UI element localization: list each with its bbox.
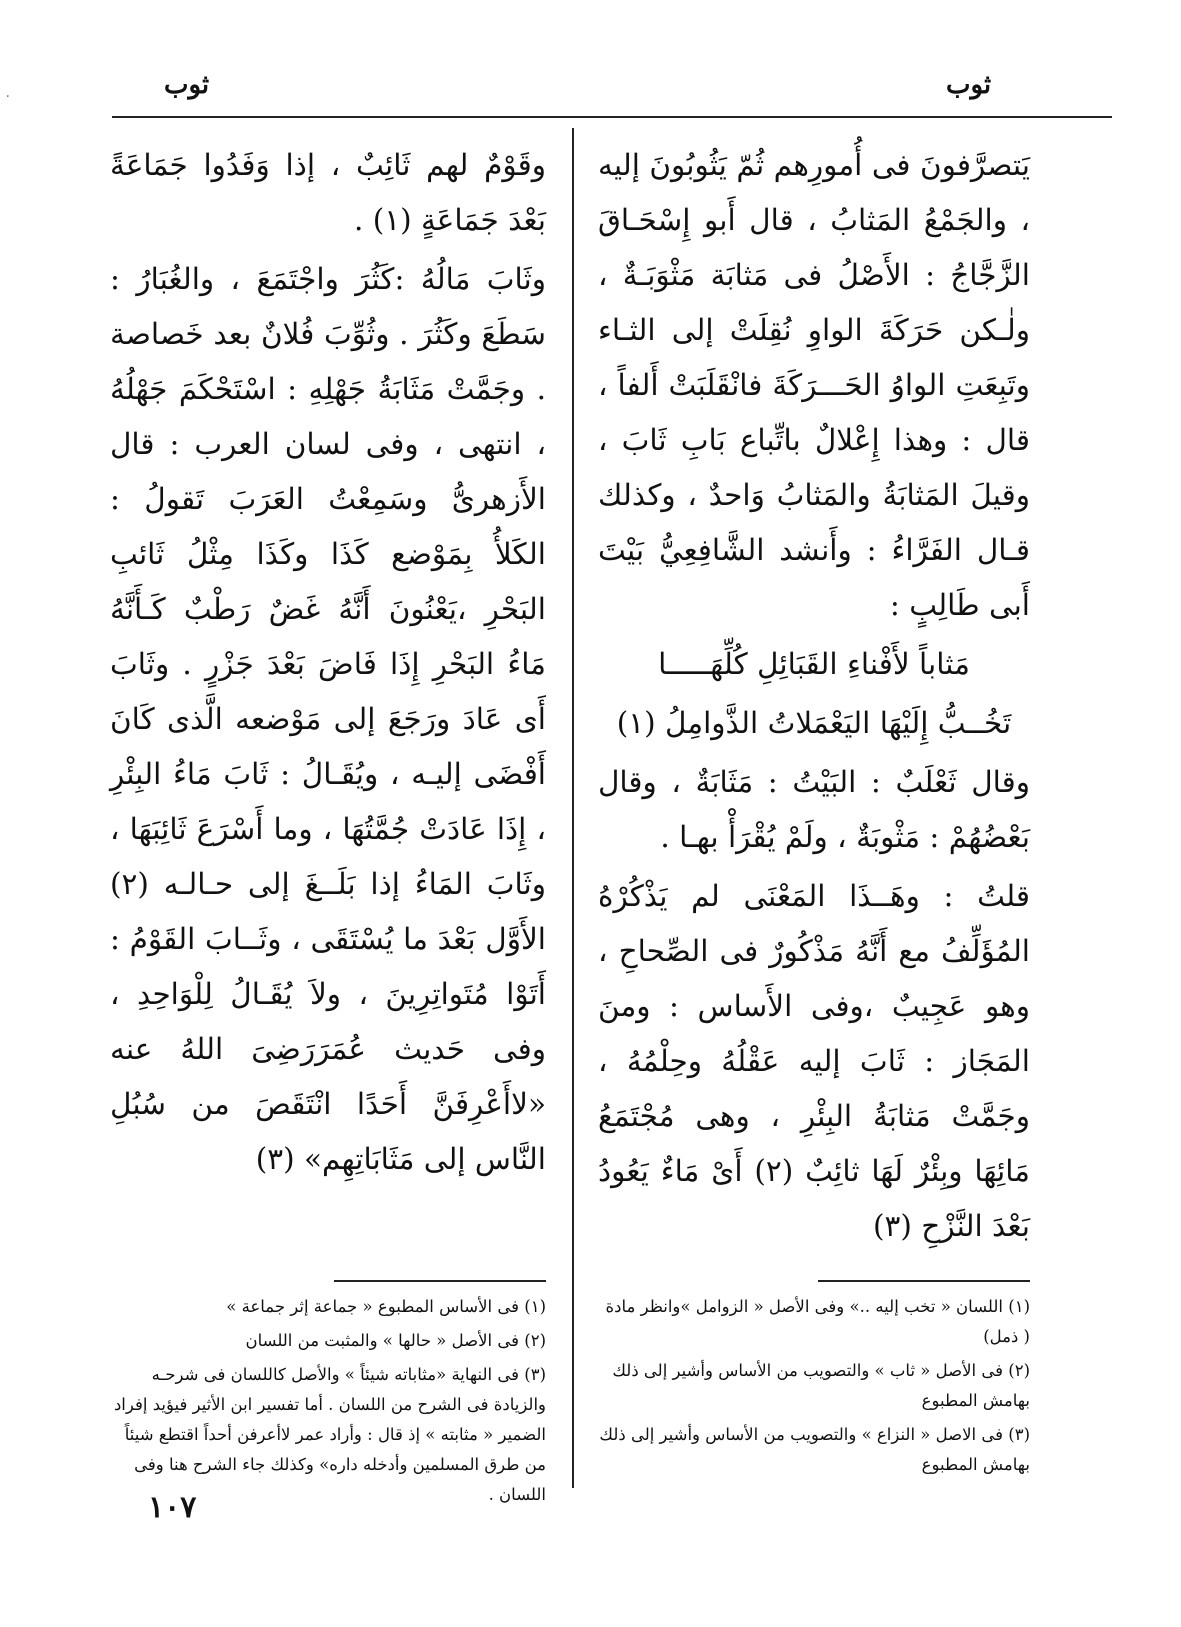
footnote-rule-left [334,1280,546,1282]
footnote-left-3: (٣) فى النهاية «مثاباته شيئاً » والأصل كاللسان فى شرحـه والزيادة فى الشرح من اللسان . أما تفسير ابن الأثير فيؤيد إفراد الضمير « مثابته » إذ قال : وأراد عمر لاأعرفن أحداً اقتطع شيئاً من طرق المسلمين وأدخله داره» وكذلك جاء الشرح هنا وفى اللسان . [113,1365,546,1504]
corner-mark: ٠ [4,88,12,104]
running-head-right: ثوب [946,70,992,100]
verse-line-2: تَخُــبُّ إِلَيْهَا اليَعْمَلاتُ الذَّوامِلُ (١) [616,706,1012,740]
footnote-right-3: (٣) فى الاصل « النزاع » والتصويب من الأساس وأشير إلى ذلك بهامش المطبوع [599,1425,1030,1474]
right-column [598,138,1030,1258]
header-rule [112,116,1112,118]
footnote-right-2: (٢) فى الأصل « ثاب » والتصويب من الأساس وأشير إلى ذلك بهامش المطبوع [612,1361,1030,1410]
left-paragraph-2: وثَابَ مَالُهُ :كَثُرَ واجْتَمَعَ ، والغُبَارُ : سَطَعَ وكَثُرَ . وثُوِّبَ فُلانٌ بعد خَصاصة . وجَمَّتْ مَثَابَةُ جَهْلِهِ : اسْتَحْكَمَ جَهْلُهُ ، انتهى ، وفى لسان العرب : قال الأَزهرىُّ وسَمِعْتُ العَرَبَ تَقولُ : الكَلأُ بِمَوْضع كَذَا وكَذَا مِثْلُ ثَائبِ البَحْرِ ،يَعْنُونَ أَنَّهُ غَضٌ رَطْبٌ كَـأَنَّهُ مَاءُ البَحْرِ إِذَا فَاضَ بَعْدَ جَزْرٍ . وثَابَ أَى عَادَ ورَجَعَ إلى مَوْضعه الَّذى كَانَ أَفْضَى إليـه ، ويُقَـالُ : ثَابَ مَاءُ البِئْرِ ، إِذَا عَادَتْ جُمَّتُهَا ، وما أَسْرَعَ ثَائِبَهَا ، وثَابَ المَاءُ إذا بَلَــغَ إلى حـالـه (٢) الأَوَّل بَعْدَ ما يُسْتَقَى ، وثَــابَ القَوْمُ : أَتَوْا مُتَواتِرِينَ ، ولاَ يُقَـالُ لِلْوَاحِدِ ، وفى حَديث عُمَرَرَضِىَ اللهُ عنه «لاأَعْرِفَنَّ أَحَدًا انْتَقَصَ من سُبُلِ النَّاس إلى مَثَابَاتِهِم» (٣) [110,262,546,1176]
verse-line-1: مَثاباً لأَفْناءِ القَبَائِلِ كُلِّهَـــــا [658,647,970,681]
page-number: ١٠٧ [148,1490,197,1525]
column-divider [572,128,574,1488]
footnotes-right [598,1292,1030,1484]
running-head-left: ثوب [164,70,210,100]
left-paragraph-1: وقَوْمٌ لهم ثَائِبٌ ، إذا وَفَدُوا جَمَاعَةً بَعْدَ جَمَاعَةٍ (١) . [110,148,546,237]
footnote-left-2: (٢) فى الأصل « حالها » والمثبت من اللسان [245,1331,546,1350]
left-column [110,138,546,1191]
right-paragraph-3: قلتُ : وهَــذَا المَعْنَى لم يَذْكُرْهُ المُؤَلِّفُ مع أَنَّهُ مَذْكُورٌ فى الصِّحاحِ ، وهو عَجِيبٌ ،وفى الأَساس : ومنَ المَجَاز : ثَابَ إليه عَقْلُهُ وحِلْمُهُ ، وجَمَّتْ مَثابَةُ البِئْرِ ، وهى مُجْتَمَعُ مَائِهَا وبِئْرٌ لَهَا ثائِبٌ (٢) أَىْ مَاءٌ يَعُودُ بَعْدَ النَّزْحِ (٣) [598,879,1030,1243]
footnote-right-1: (١) اللسان « تخب إليه ..» وفى الأصل « الزوامل »وانظر مادة ( ذمل) [605,1297,1030,1346]
right-paragraph-1: يَتصرَّفونَ فى أُمورِهم ثُمّ يَثُوبُونَ إليه ، والجَمْعُ المَثابُ ، قال أَبو إِسْحَـاقَ الزَّجَّاجُ : الأَصْلُ فى مَثابَة مَثْوَبَـةٌ ، ولٰـكن حَرَكَةَ الواوِ نُقِلَتْ إلى الثـاء وتَبِعَتِ الواوُ الحَـــرَكَةَ فانْقَلَبَتْ أَلفاً ، قال : وهذا إِعْلالٌ باتِّباع بَابِ ثَابَ ، وقيلَ المَثابَةُ والمَثابُ وَاحدٌ ، وكذلك قـال الفَرَّاءُ : وأَنشد الشَّافِعِيُّ بَيْتَ أَبى طَالِبٍ : [598,148,1030,622]
right-paragraph-2: وقال ثَعْلَبٌ : البَيْتُ : مَثَابَةٌ ، وقال بَعْضُهُمْ : مَثْوبَةٌ ، ولَمْ يُقْرَأْ بهـا . [598,765,1030,854]
footnote-left-1: (١) فى الأساس المطبوع « جماعة إثر جماعة » [226,1297,546,1316]
footnote-rule-right [818,1280,1030,1282]
footnotes-left [110,1292,546,1514]
